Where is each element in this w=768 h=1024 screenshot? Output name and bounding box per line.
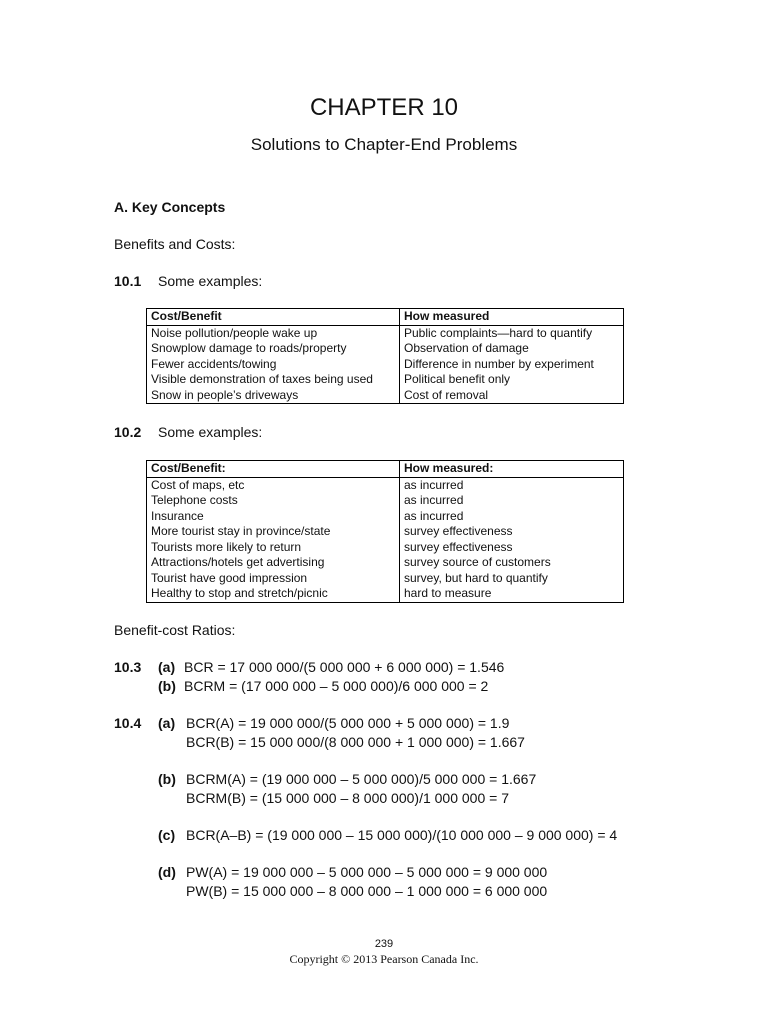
table-cell: survey effectiveness (400, 524, 624, 540)
part-d-label: (d) (158, 864, 176, 880)
table-cell: as incurred (400, 493, 624, 509)
table-row (147, 493, 624, 509)
table-header-cell: Cost/Benefit: (147, 461, 400, 478)
table-cell: Difference in number by experiment (400, 357, 624, 373)
table-cell: survey, but hard to quantify (400, 571, 624, 587)
table-cell: Telephone costs (147, 493, 400, 509)
table-row (147, 325, 624, 341)
problem-10-3-a: BCR = 17 000 000/(5 000 000 + 6 000 000) = 1.546 (184, 659, 505, 675)
problem-10-4-c1: BCR(A–B) = (19 000 000 – 15 000 000)/(10 000 000 – 9 000 000) = 4 (186, 827, 618, 843)
table-row (147, 341, 624, 357)
problem-10-1-number: 10.1 (114, 273, 142, 289)
table-header-row (147, 461, 624, 478)
problem-10-4-d2: PW(B) = 15 000 000 – 8 000 000 – 1 000 000 = 6 000 000 (186, 883, 548, 899)
problem-10-4-d1: PW(A) = 19 000 000 – 5 000 000 – 5 000 000 = 9 000 000 (186, 864, 548, 880)
table-cell: Tourist have good impression (147, 571, 400, 587)
copyright: Copyright © 2013 Pearson Canada Inc. (289, 952, 479, 966)
key-concepts-heading: A. Key Concepts (114, 199, 226, 215)
table-row (147, 524, 624, 540)
problem-10-3-b: BCRM = (17 000 000 – 5 000 000)/6 000 000 = 2 (184, 678, 489, 694)
table-cell: Healthy to stop and stretch/picnic (147, 586, 400, 602)
table-cell: Attractions/hotels get advertising (147, 555, 400, 571)
table-cell: as incurred (400, 509, 624, 525)
problem-10-2-intro: Some examples: (158, 424, 263, 440)
table-header-row (147, 309, 624, 326)
cost-benefit-table-10-1 (146, 308, 624, 404)
table-row (147, 540, 624, 556)
table-cell: Political benefit only (400, 372, 624, 388)
problem-10-4-a1: BCR(A) = 19 000 000/(5 000 000 + 5 000 000) = 1.9 (186, 715, 510, 731)
table-row (147, 571, 624, 587)
problem-10-4-b2: BCRM(B) = (15 000 000 – 8 000 000)/1 000 000 = 7 (186, 790, 509, 806)
problem-10-4-a2: BCR(B) = 15 000 000/(8 000 000 + 1 000 000) = 1.667 (186, 734, 525, 750)
problem-10-3-number: 10.3 (114, 659, 142, 675)
table-row (147, 388, 624, 404)
table-cell: Insurance (147, 509, 400, 525)
problem-10-1-intro: Some examples: (158, 273, 263, 289)
table-header-cell: How measured: (400, 461, 624, 478)
part-a-label: (a) (158, 715, 176, 731)
table-cell: Visible demonstration of taxes being used (147, 372, 400, 388)
page-number: 239 (374, 938, 394, 950)
table-cell: as incurred (400, 477, 624, 493)
table-cell: survey source of customers (400, 555, 624, 571)
table-row (147, 586, 624, 602)
part-b-label: (b) (158, 678, 176, 694)
problem-10-4-number: 10.4 (114, 715, 142, 731)
table-cell: Snow in people’s driveways (147, 388, 400, 404)
benefits-costs-heading: Benefits and Costs: (114, 236, 236, 252)
table-cell: More tourist stay in province/state (147, 524, 400, 540)
table-row (147, 357, 624, 373)
chapter-subtitle: Solutions to Chapter-End Problems (250, 135, 518, 154)
problem-10-2-number: 10.2 (114, 424, 142, 440)
cost-benefit-table-10-2 (146, 460, 624, 603)
part-a-label: (a) (158, 659, 176, 675)
part-c-label: (c) (158, 827, 176, 843)
table-cell: Cost of maps, etc (147, 477, 400, 493)
part-b-label: (b) (158, 771, 176, 787)
chapter-title: CHAPTER 10 (309, 94, 459, 121)
problem-10-4-b1: BCRM(A) = (19 000 000 – 5 000 000)/5 000 000 = 1.667 (186, 771, 537, 787)
table-cell: Noise pollution/people wake up (147, 325, 400, 341)
table-cell: Fewer accidents/towing (147, 357, 400, 373)
table-cell: survey effectiveness (400, 540, 624, 556)
table-header-cell: Cost/Benefit (147, 309, 400, 326)
bc-ratios-heading: Benefit-cost Ratios: (114, 622, 236, 638)
table-row (147, 477, 624, 493)
table-row (147, 555, 624, 571)
table-cell: Public complaints—hard to quantify (400, 325, 624, 341)
table-cell: Cost of removal (400, 388, 624, 404)
table-cell: Observation of damage (400, 341, 624, 357)
table-cell: Snowplow damage to roads/property (147, 341, 400, 357)
table-row (147, 509, 624, 525)
table-row (147, 372, 624, 388)
table-cell: hard to measure (400, 586, 624, 602)
table-cell: Tourists more likely to return (147, 540, 400, 556)
table-header-cell: How measured (400, 309, 624, 326)
